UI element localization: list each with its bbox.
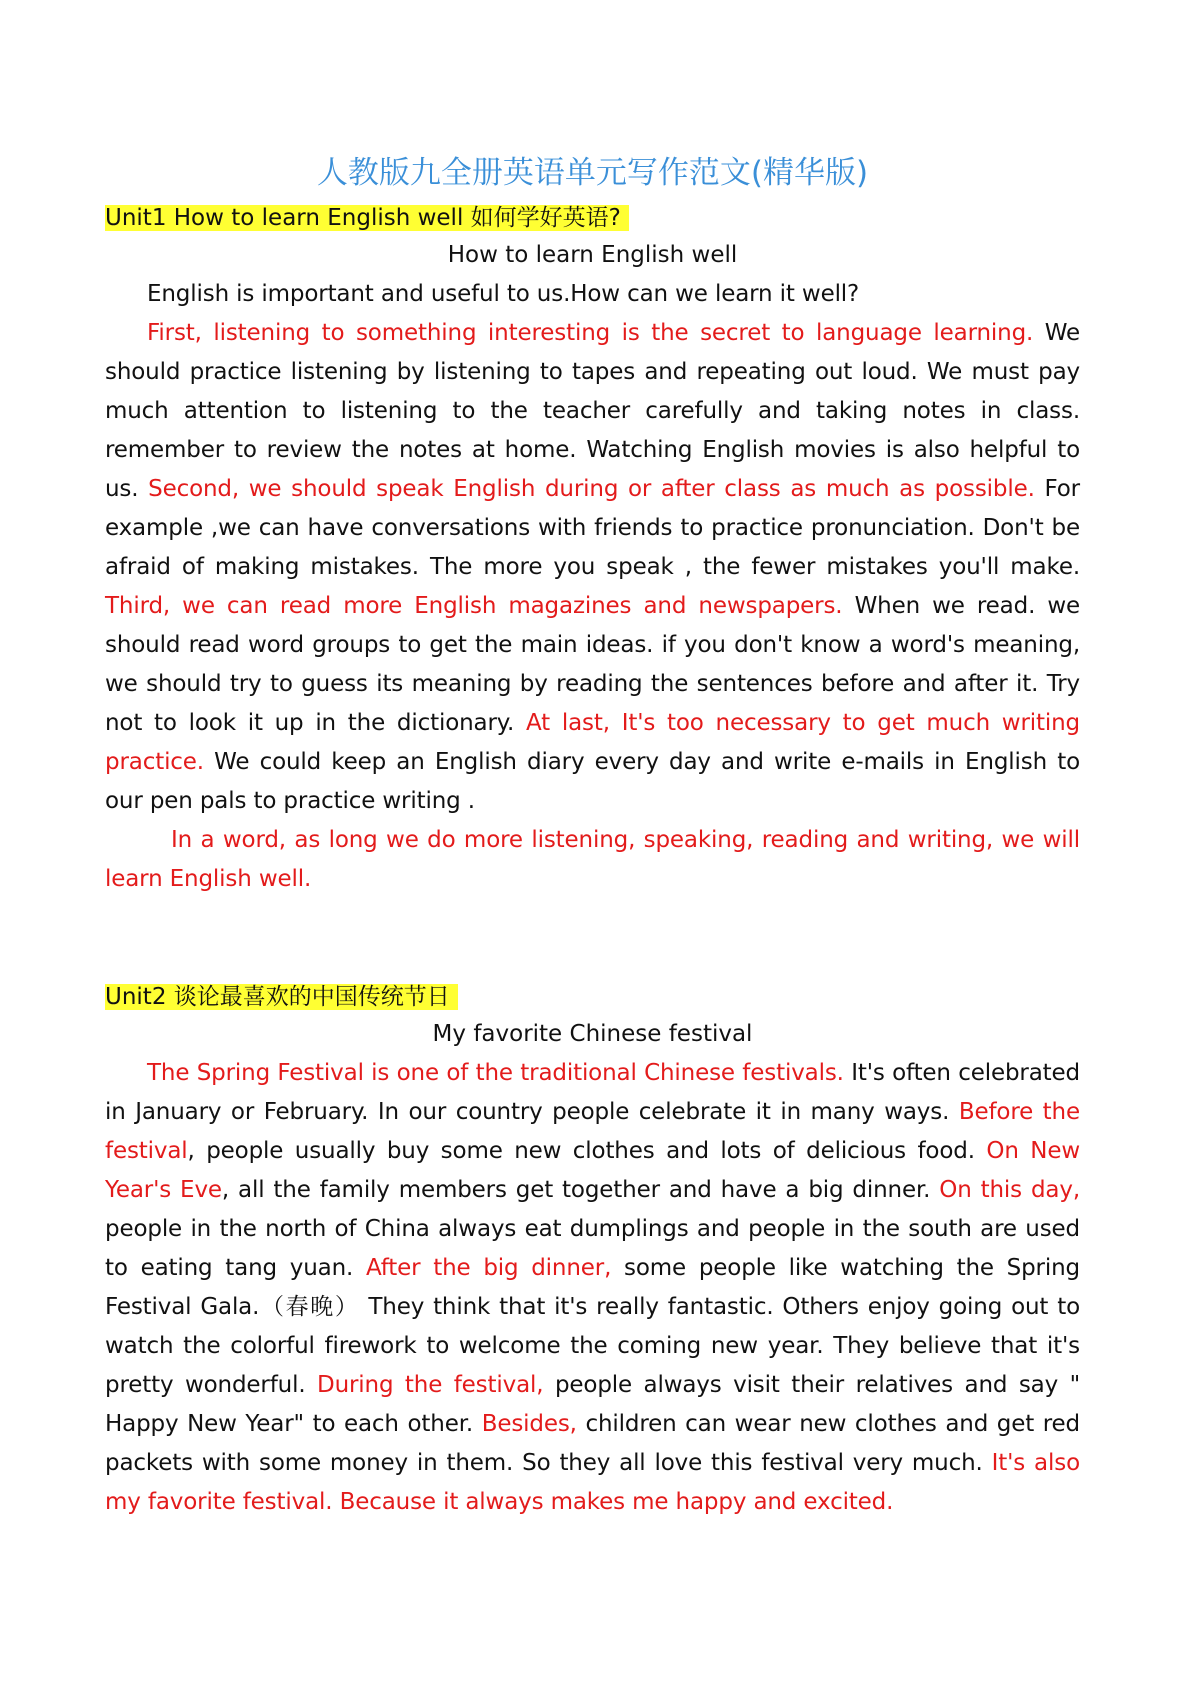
unit1-body-paragraph — [105, 314, 1080, 821]
unit2-body-segment: , all the family members get together and have a big dinner. — [221, 1177, 940, 1203]
unit2-body-segment: After the big dinner, — [365, 1255, 612, 1281]
unit1-heading — [105, 200, 1080, 236]
unit1-intro-paragraph: English is important and useful to us.How can we learn it well? — [147, 281, 860, 307]
unit2-body-segment: It's also my favorite festival. Because it always makes me happy and excited. — [105, 1450, 1080, 1515]
unit2-essay-title: My favorite Chinese festival — [432, 1021, 753, 1047]
document-title: 人教版九全册英语单元写作范文(精华版) — [316, 155, 869, 191]
unit1-conclusion-paragraph: In a word, as long we do more listening, speaking, reading and writing, we will learn English well. — [105, 827, 1080, 892]
unit2-body-segment: Before the festival — [105, 1099, 1080, 1164]
unit1-body-segment: Third, we can read more English magazines and newspapers. — [105, 593, 843, 619]
unit2-body-segment: , people usually buy some new clothes and lots of delicious food. — [187, 1138, 987, 1164]
section-spacer — [105, 899, 1080, 977]
unit1-body-segment: Second, we should speak English during or after class as much as possible. — [148, 476, 1035, 502]
unit2-body-segment: On New Year's Eve — [105, 1138, 1080, 1203]
unit1-body-segment: We should practice listening by listening to tapes and repeating out loud. We must pay much attention to listening to the teacher carefully and taking notes in class. remember to review the notes at home. Watching English movies is also helpful to us. — [105, 320, 1080, 502]
unit1-body-segment: When we read. we should read word groups to get the main ideas. if you don't know a word's meaning, we should try to guess its meaning by reading the sentences before and after it. Try not to look it up in the dictionary. — [105, 593, 1080, 736]
unit2-heading — [105, 979, 1080, 1015]
unit2-body-segment: It's often celebrated in January or February. In our country people celebrate it in many ways. — [105, 1060, 1080, 1125]
unit2-body-segment: people always visit their relatives and say " Happy New Year" to each other. — [105, 1372, 1081, 1437]
unit2-body-segment: people in the north of China always eat dumplings and people in the south are used to eating tang yuan. — [105, 1216, 1080, 1281]
unit1-body-segment: First, listening to something interesting is the secret to language learning. — [147, 320, 1034, 346]
unit2-heading-highlight: Unit2 谈论最喜欢的中国传统节日 — [105, 984, 458, 1010]
unit1-body-segment: For example ,we can have conversations with friends to practice pronunciation. Don't be afraid of making mistakes. The more you speak , the fewer mistakes you'll make. — [105, 476, 1080, 580]
unit2-body-segment: During the festival, — [317, 1372, 544, 1398]
unit1-body-segment: We could keep an English diary every day and write e-mails in English to our pen pals to practice writing . — [105, 749, 1080, 814]
unit2-body-segment: The Spring Festival is one of the traditional Chinese festivals. — [147, 1060, 844, 1086]
unit1-body-segment: At last, It's too necessary to get much writing practice. — [105, 710, 1081, 775]
unit1-essay-title: How to learn English well — [447, 242, 738, 268]
unit2-body-paragraph — [105, 1054, 1080, 1522]
document-page — [105, 148, 1080, 1522]
unit2-body-segment: children can wear new clothes and get red packets with some money in them. So they all love this festival very much. — [105, 1411, 1080, 1476]
unit2-body-segment: some people like watching the Spring Festival Gala.（春晚） They think that it's really fantastic. Others enjoy going out to watch the colorful firework to welcome the coming new year. They believe that it's pretty wonderful. — [105, 1255, 1080, 1398]
unit2-body-segment: Besides, — [481, 1411, 577, 1437]
unit2-body-segment: On this day, — [939, 1177, 1080, 1203]
unit1-heading-highlight: Unit1 How to learn English well 如何学好英语? — [105, 205, 629, 231]
